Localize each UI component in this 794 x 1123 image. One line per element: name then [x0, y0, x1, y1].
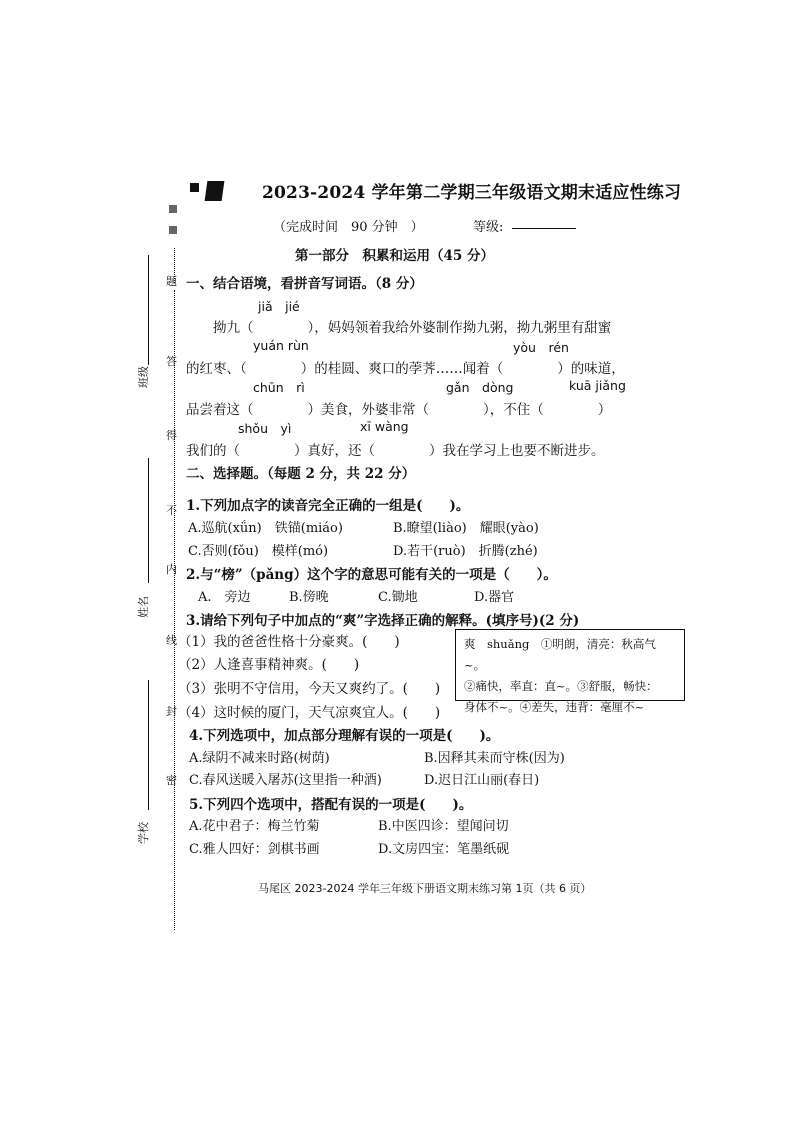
option[interactable]: B.瞭望(liào) 耀眼(yào)	[393, 521, 539, 536]
option[interactable]: C.春风送暖入屠苏(这里指一种酒)	[189, 773, 382, 788]
option[interactable]: D.器官	[474, 590, 515, 605]
option[interactable]: D.迟日江山丽(春日)	[424, 773, 540, 788]
page-title: 2023-2024 学年第二学期三年级语文期末适应性练习	[262, 183, 682, 203]
q2-3-stem: 3.请给下列句子中加点的“爽”字选择正确的解释。(填序号)(2 分)	[186, 613, 580, 629]
option[interactable]: B.傍晚	[289, 590, 329, 605]
pinyin: jiǎ jié	[258, 299, 300, 314]
q1-line-4: 我们的（ ）真好，还（ ）我在学习上也要不断进步。	[186, 443, 605, 459]
option[interactable]: C.雅人四好：剑棋书画	[189, 842, 320, 857]
q2-5-stem: 5.下列四个选项中，搭配有误的一项是( )。	[189, 797, 473, 813]
class-blank[interactable]	[148, 255, 149, 365]
pinyin: yòu rén	[513, 340, 569, 355]
corner-mark	[205, 181, 225, 201]
q2-heading: 二、选择题。（每题 2 分，共 22 分）	[186, 466, 416, 482]
seal-char: 线	[166, 634, 177, 647]
school-blank[interactable]	[148, 680, 149, 810]
seal-char: 内	[166, 563, 177, 576]
name-blank[interactable]	[148, 458, 149, 583]
option[interactable]: C.否则(fǒu) 模样(mó)	[188, 544, 329, 559]
seal-char: 得	[166, 429, 177, 442]
q2-2-stem: 2.与“榜”（pǎng）这个字的意思可能有关的一项是（ ）。	[186, 567, 557, 583]
option[interactable]: A. 旁边	[198, 590, 251, 605]
definition-line: 身体不~。④差失，违背：毫厘不~	[464, 700, 645, 714]
q1-heading: 一、结合语境，看拼音写词语。（8 分）	[186, 276, 423, 292]
option[interactable]: B.因释其耒而守株(因为)	[424, 751, 565, 766]
pinyin: kuā jiǎng	[569, 378, 626, 393]
seal-char: 题	[166, 275, 177, 288]
definition-line: ②痛快，率直：直~。③舒服，畅快：	[464, 679, 658, 693]
q2-1-stem: 1.下列加点字的读音完全正确的一组是( )。	[186, 498, 470, 514]
definition-box	[455, 629, 685, 714]
q1-line-1: 拗九（ ），妈妈领着我给外婆制作拗九粥，拗九粥里有甜蜜	[213, 320, 612, 336]
q1-line-2: 的红枣、（ ）的桂圆、爽口的荸荠……闻着（ ）的味道，	[186, 361, 625, 377]
pinyin: chūn rì	[253, 380, 305, 395]
option[interactable]: B.中医四诊：望闻问切	[378, 819, 509, 834]
corner-mark	[169, 226, 177, 234]
option[interactable]: A.花中君子：梅兰竹菊	[189, 819, 320, 834]
option[interactable]: C.锄地	[378, 590, 418, 605]
class-label: 班级	[137, 366, 150, 388]
page-footer: 马尾区 2023-2024 学年三年级下册语文期末练习第 1页（共 6 页）	[258, 882, 592, 895]
seal-char: 不	[166, 504, 177, 517]
seal-char: 封	[166, 705, 177, 718]
pinyin: gǎn dòng	[446, 380, 514, 395]
q3-item: （3）张明不守信用，今天又爽约了。( )	[178, 681, 441, 697]
pinyin: shǒu yì	[238, 421, 292, 436]
part-heading: 第一部分 积累和运用（45 分）	[295, 248, 494, 264]
option[interactable]: A.绿阴不减来时路(树荫)	[189, 751, 330, 766]
seal-char: 答	[166, 355, 177, 368]
time-note: （完成时间 90 分钟 ）	[273, 220, 424, 235]
grade-label: 等级:	[473, 220, 504, 235]
option[interactable]: A.巡航(xǘn) 铁锚(miáo)	[188, 521, 343, 536]
corner-mark	[190, 183, 199, 192]
definition-line: 爽 shuǎng ①明朗，清亮：秋高气~。	[464, 637, 656, 672]
option[interactable]: D.若干(ruò) 折腾(zhé)	[393, 544, 538, 559]
pinyin: yuán rùn	[253, 338, 309, 353]
seal-char: 密	[166, 774, 177, 787]
school-label: 学校	[137, 822, 150, 844]
q3-item: （2）人逢喜事精神爽。( )	[178, 657, 360, 673]
pinyin: xī wàng	[360, 419, 409, 434]
q1-line-3: 品尝着这（ ）美食，外婆非常（ ），不住（ ）	[186, 402, 612, 418]
q2-4-stem: 4.下列选项中，加点部分理解有误的一项是( )。	[189, 728, 500, 744]
q3-item: （1）我的爸爸性格十分豪爽。( )	[178, 634, 400, 650]
seal-line	[174, 290, 175, 930]
name-label: 姓名	[137, 596, 150, 618]
corner-mark	[169, 205, 177, 213]
option[interactable]: D.文房四宝：笔墨纸砚	[378, 842, 510, 857]
grade-blank[interactable]	[512, 228, 576, 229]
q3-item: （4）这时候的厦门，天气凉爽宜人。( )	[178, 705, 441, 721]
